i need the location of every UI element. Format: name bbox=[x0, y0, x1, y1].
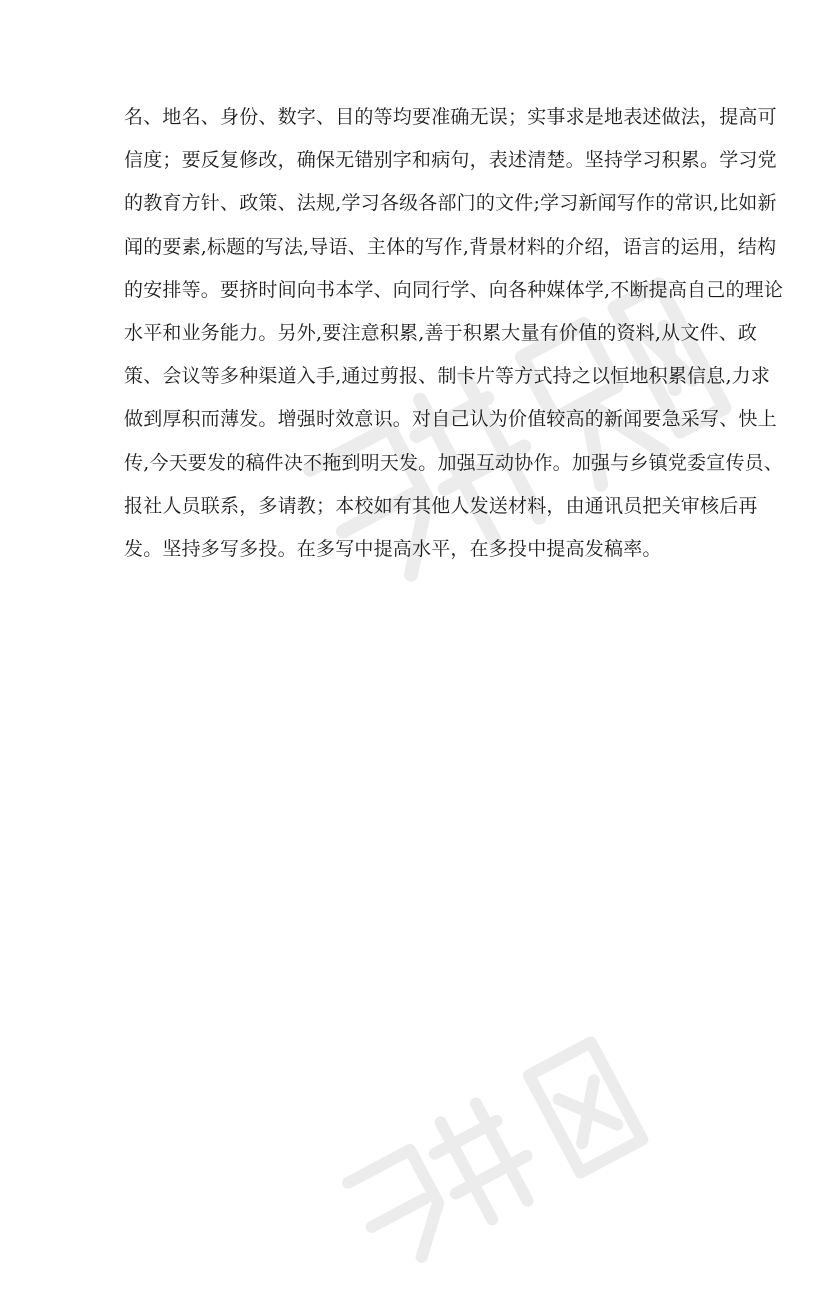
text-line: 发。坚持多写多投。在多写中提高水平，在多投中提高发稿率。 bbox=[124, 537, 662, 560]
text-line: 信度；要反复修改，确保无错别字和病句，表述清楚。坚持学习积累。学习党 bbox=[124, 149, 777, 172]
watermark-graphic-bottom bbox=[316, 1011, 673, 1289]
text-line: 名、地名、身份、数字、目的等均要准确无误；实事求是地表述做法，提高可 bbox=[124, 106, 777, 128]
text-line: 水平和业务能力。另外,要注意积累,善于积累大量有价值的资料,从文件、政 bbox=[124, 321, 758, 344]
text-line: 闻的要素,标题的写法,导语、主体的写作,背景材料的介绍，语言的运用，结构 bbox=[124, 235, 777, 258]
body-text bbox=[124, 96, 784, 571]
text-line: 的安排等。要挤时间向书本学、向同行学、向各种媒体学,不断提高自己的理论 bbox=[124, 278, 784, 301]
text-line: 传,今天要发的稿件决不拖到明天发。加强互动协作。加强与乡镇党委宣传员、 bbox=[124, 451, 784, 474]
text-line: 做到厚积而薄发。增强时效意识。对自己认为价值较高的新闻要急采写、快上 bbox=[124, 408, 777, 431]
text-line: 策、会议等多种渠道入手,通过剪报、制卡片等方式持之以恒地积累信息,力求 bbox=[124, 365, 771, 388]
text-line: 报社人员联系，多请教；本校如有其他人发送材料，由通讯员把关审核后再 bbox=[124, 494, 758, 517]
text-line: 的教育方针、政策、法规,学习各级各部门的文件;学习新闻写作的常识,比如新 bbox=[124, 192, 777, 215]
